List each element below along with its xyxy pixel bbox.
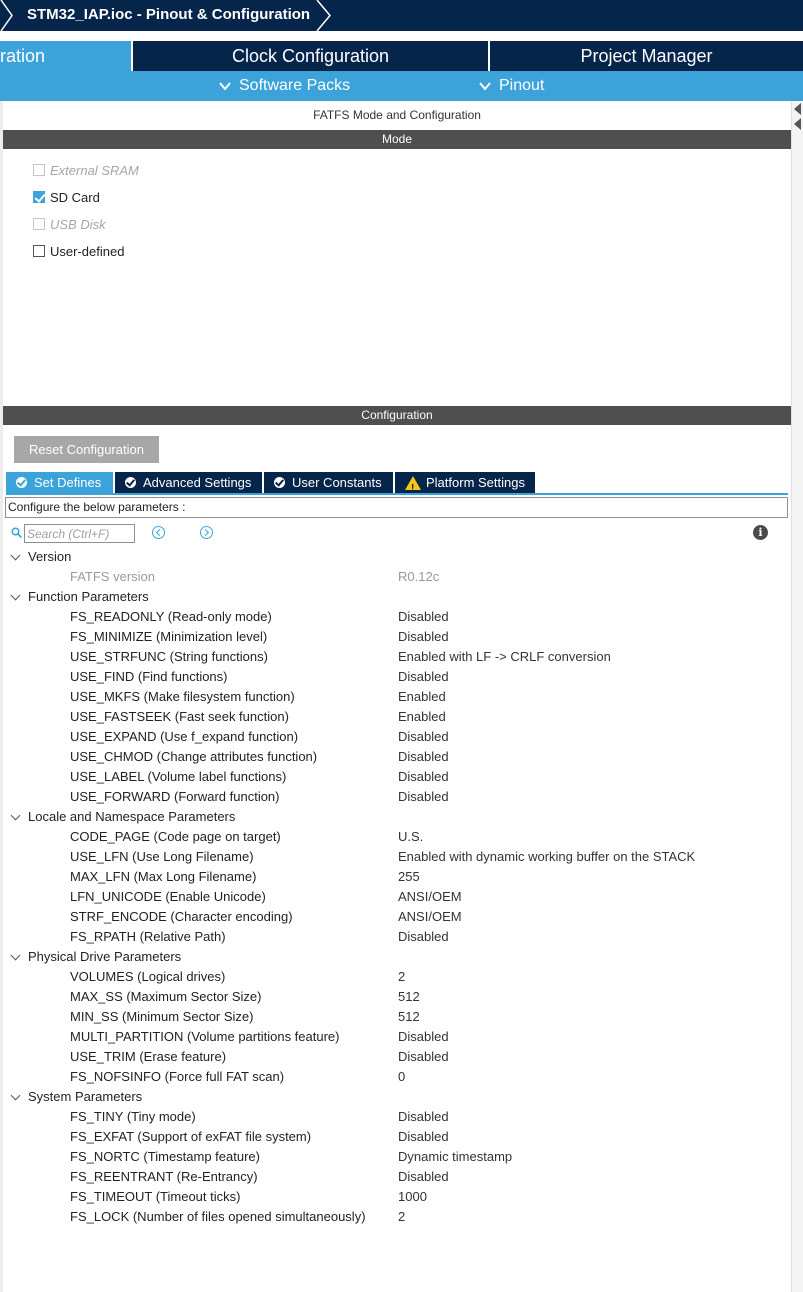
parameter-value[interactable]: 2 (398, 1209, 406, 1224)
parameter-row[interactable] (0, 607, 791, 627)
parameter-value[interactable]: Disabled (398, 749, 449, 764)
tab-platform-settings-label: Platform Settings (426, 475, 525, 490)
parameter-row[interactable] (0, 967, 791, 987)
tree-group-label: Version (28, 549, 72, 564)
tab-user-constants-label: User Constants (292, 475, 382, 490)
parameter-row[interactable] (0, 1107, 791, 1127)
parameter-row[interactable] (0, 727, 791, 747)
tab-advanced-settings[interactable] (115, 472, 262, 493)
parameter-value: R0.12c (398, 569, 440, 584)
chevron-down-icon (218, 79, 232, 93)
parameter-value[interactable]: 512 (398, 1009, 420, 1024)
parameter-row[interactable] (0, 827, 791, 847)
parameter-row[interactable] (0, 1127, 791, 1147)
chevron-down-icon[interactable] (11, 1091, 21, 1101)
parameter-row[interactable] (0, 987, 791, 1007)
parameter-row[interactable] (0, 927, 791, 947)
tab-set-defines[interactable] (6, 472, 113, 493)
mode-option-user-defined[interactable] (33, 241, 124, 261)
parameter-value[interactable]: ANSI/OEM (398, 909, 462, 924)
parameter-name: USE_FASTSEEK (Fast seek function) (70, 709, 289, 724)
parameter-row[interactable] (0, 907, 791, 927)
usb-disk-label: USB Disk (50, 216, 106, 232)
sub-menu-bar (0, 71, 803, 101)
search-next-icon[interactable] (200, 526, 213, 539)
chevron-down-icon[interactable] (11, 811, 21, 821)
reset-configuration-button[interactable]: Reset Configuration (14, 436, 159, 463)
parameter-row[interactable] (0, 1187, 791, 1207)
parameter-value[interactable]: Disabled (398, 629, 449, 644)
collapse-arrow-icon[interactable] (794, 103, 801, 115)
parameter-value[interactable]: 1000 (398, 1189, 427, 1204)
mode-section-header: Mode (3, 130, 791, 149)
parameter-row[interactable] (0, 767, 791, 787)
parameter-name: USE_STRFUNC (String functions) (70, 649, 268, 664)
parameter-row[interactable] (0, 1027, 791, 1047)
parameter-name: FATFS version (70, 569, 156, 584)
parameter-value[interactable]: Disabled (398, 729, 449, 744)
search-previous-icon[interactable] (152, 526, 165, 539)
search-input[interactable] (24, 524, 135, 543)
parameter-name: USE_EXPAND (Use f_expand function) (70, 729, 299, 744)
parameter-row[interactable] (0, 1147, 791, 1167)
parameter-value[interactable]: Enabled (398, 689, 446, 704)
parameter-name: USE_MKFS (Make filesystem function) (70, 689, 295, 704)
chevron-down-icon (478, 79, 492, 93)
breadcrumb-start-chevron-icon (0, 0, 14, 31)
parameter-value[interactable]: Enabled with LF -> CRLF conversion (398, 649, 611, 664)
tree-group[interactable] (0, 547, 791, 567)
parameter-name: FS_NOFSINFO (Force full FAT scan) (70, 1069, 285, 1084)
parameter-value[interactable]: Disabled (398, 929, 449, 944)
mode-option-sd-card[interactable] (33, 187, 100, 207)
tab-user-constants[interactable] (264, 472, 393, 493)
tree-group-label: Physical Drive Parameters (28, 949, 182, 964)
tab-set-defines-label: Set Defines (34, 475, 102, 490)
parameter-name: VOLUMES (Logical drives) (70, 969, 226, 984)
sd-card-checkbox[interactable] (33, 191, 45, 203)
pinout-menu[interactable] (478, 71, 544, 101)
parameter-name: MULTI_PARTITION (Volume partitions feature) (70, 1029, 340, 1044)
tree-group[interactable] (0, 1087, 791, 1107)
configure-instructions: Configure the below parameters : (5, 497, 788, 518)
title-bar (0, 0, 803, 31)
collapse-gutter[interactable] (791, 101, 803, 1292)
tree-group[interactable] (0, 947, 791, 967)
parameter-row[interactable] (0, 747, 791, 767)
parameter-name: USE_LABEL (Volume label functions) (70, 769, 287, 784)
sd-card-label[interactable]: SD Card (50, 189, 100, 205)
parameter-value[interactable]: Enabled (398, 709, 446, 724)
parameter-row[interactable] (0, 1207, 791, 1227)
parameter-name: FS_REENTRANT (Re-Entrancy) (70, 1169, 258, 1184)
parameter-tree (0, 547, 791, 1227)
external-sram-label: External SRAM (50, 162, 139, 178)
tree-group-label: Function Parameters (28, 589, 149, 604)
parameter-value[interactable]: Disabled (398, 789, 449, 804)
parameter-row[interactable] (0, 627, 791, 647)
usb-disk-checkbox (33, 218, 45, 230)
parameter-row[interactable] (0, 1007, 791, 1027)
parameter-value[interactable]: Disabled (398, 769, 449, 784)
warning-icon (405, 476, 421, 490)
parameter-name: FS_RPATH (Relative Path) (70, 929, 226, 944)
parameter-name: FS_LOCK (Number of files opened simultaneously) (70, 1209, 366, 1224)
parameter-value[interactable]: Disabled (398, 609, 449, 624)
software-packs-menu[interactable] (218, 71, 350, 101)
main-tab-bar (0, 41, 803, 71)
chevron-down-icon[interactable] (11, 591, 21, 601)
config-tab-underline (6, 493, 788, 495)
parameter-value[interactable]: 255 (398, 869, 420, 884)
parameter-name: FS_TIMEOUT (Timeout ticks) (70, 1189, 241, 1204)
parameter-name: USE_FORWARD (Forward function) (70, 789, 280, 804)
tree-group-label: Locale and Namespace Parameters (28, 809, 236, 824)
parameter-row[interactable] (0, 1067, 791, 1087)
parameter-name: CODE_PAGE (Code page on target) (70, 829, 281, 844)
tab-clock-configuration[interactable]: Clock Configuration (133, 41, 488, 71)
configuration-section-header: Configuration (3, 406, 791, 425)
parameter-name: FS_TINY (Tiny mode) (70, 1109, 196, 1124)
parameter-row[interactable] (0, 667, 791, 687)
parameter-name: FS_EXFAT (Support of exFAT file system) (70, 1129, 312, 1144)
chevron-down-icon[interactable] (11, 951, 21, 961)
parameter-name: MAX_LFN (Max Long Filename) (70, 869, 257, 884)
tree-group[interactable] (0, 587, 791, 607)
chevron-down-icon[interactable] (11, 551, 21, 561)
tree-group[interactable] (0, 807, 791, 827)
mode-option-external-sram (33, 160, 139, 180)
breadcrumb-file[interactable]: STM32_IAP.ioc - Pinout & Configuration (27, 6, 311, 23)
parameter-name: FS_READONLY (Read-only mode) (70, 609, 272, 624)
parameter-value[interactable]: U.S. (398, 829, 424, 844)
parameter-value[interactable]: 0 (398, 1069, 406, 1084)
parameter-value[interactable]: Dynamic timestamp (398, 1149, 513, 1164)
parameter-name: STRF_ENCODE (Character encoding) (70, 909, 293, 924)
parameter-row[interactable] (0, 867, 791, 887)
parameter-row[interactable] (0, 707, 791, 727)
parameter-value[interactable]: ANSI/OEM (398, 889, 462, 904)
parameter-value[interactable]: Disabled (398, 1129, 449, 1144)
parameter-row[interactable] (0, 787, 791, 807)
parameter-name: FS_MINIMIZE (Minimization level) (70, 629, 268, 644)
search-icon (11, 527, 22, 538)
tree-group-label: System Parameters (28, 1089, 143, 1104)
parameter-value[interactable]: Disabled (398, 1029, 449, 1044)
expand-arrow-icon[interactable] (794, 118, 801, 130)
parameter-name: FS_NORTC (Timestamp feature) (70, 1149, 260, 1164)
info-icon[interactable]: i (753, 525, 768, 540)
check-circle-icon (274, 477, 285, 488)
mode-option-usb-disk (33, 214, 106, 234)
tab-pinout-configuration[interactable]: ration (0, 41, 131, 71)
check-circle-icon (16, 477, 27, 488)
parameter-name: LFN_UNICODE (Enable Unicode) (70, 889, 266, 904)
breadcrumb-end-chevron-icon (316, 0, 332, 31)
pinout-label: Pinout (499, 77, 545, 94)
parameter-row[interactable] (0, 1047, 791, 1067)
parameter-name: USE_FIND (Find functions) (70, 669, 228, 684)
parameter-name: USE_LFN (Use Long Filename) (70, 849, 254, 864)
parameter-value[interactable]: Enabled with dynamic working buffer on the STACK (398, 849, 696, 864)
tab-project-manager[interactable]: Project Manager (490, 41, 803, 71)
parameter-value[interactable]: 512 (398, 989, 420, 1004)
parameter-value[interactable]: Disabled (398, 1109, 449, 1124)
parameter-value[interactable]: Disabled (398, 1049, 449, 1064)
parameter-row[interactable] (0, 887, 791, 907)
parameter-name: USE_TRIM (Erase feature) (70, 1049, 227, 1064)
parameter-name: MIN_SS (Minimum Sector Size) (70, 1009, 254, 1024)
parameter-row[interactable] (0, 687, 791, 707)
parameter-row (0, 567, 791, 587)
parameter-row[interactable] (0, 1167, 791, 1187)
software-packs-label: Software Packs (239, 77, 351, 94)
user-defined-label[interactable]: User-defined (50, 243, 125, 259)
external-sram-checkbox (33, 164, 45, 176)
parameter-value[interactable]: Disabled (398, 1169, 449, 1184)
parameter-name: MAX_SS (Maximum Sector Size) (70, 989, 262, 1004)
parameter-value[interactable]: 2 (398, 969, 406, 984)
parameter-row[interactable] (0, 847, 791, 867)
parameter-row[interactable] (0, 647, 791, 667)
user-defined-checkbox[interactable] (33, 245, 45, 257)
check-circle-icon (125, 477, 136, 488)
panel-title: FATFS Mode and Configuration (313, 108, 481, 122)
tab-platform-settings[interactable] (395, 472, 535, 493)
parameter-value[interactable]: Disabled (398, 669, 449, 684)
parameter-name: USE_CHMOD (Change attributes function) (70, 749, 318, 764)
tab-advanced-settings-label: Advanced Settings (143, 475, 252, 490)
